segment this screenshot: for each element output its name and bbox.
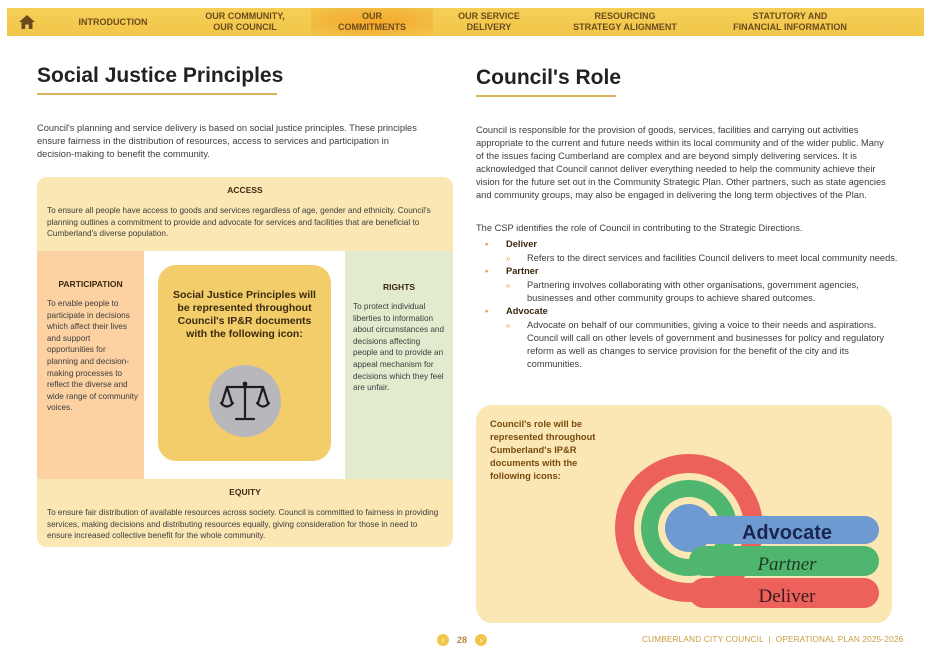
- role-icons-panel: [476, 405, 892, 623]
- participation-title: PARTICIPATION: [58, 279, 123, 289]
- deliver-label: Deliver: [758, 586, 816, 607]
- next-page-button[interactable]: [475, 634, 487, 646]
- nav-our-service-delivery[interactable]: OUR SERVICE DELIVERY: [458, 11, 520, 32]
- role-icons-graphic: [476, 405, 892, 623]
- icon-card-text: Social Justice Principles will be represented throughout Council's IP&R documents with the following icon:: [173, 289, 316, 340]
- role-deliver-desc: » Refers to the direct services and facilities Council delivers to meet local community needs.: [506, 253, 898, 263]
- access-text: To ensure all people have access to goods and services regardless of age, gender and ethnicity. Council's planning outlines a commitment to provide and advocate for services and facilities that are beneficial to Cumberland's diverse population.: [47, 206, 431, 239]
- nav-our-commitments[interactable]: OUR COMMITMENTS: [311, 8, 433, 36]
- participation-section: [37, 251, 144, 479]
- role-icons-text: Council's role will be represented throughout Cumberland's IP&R documents with the following icons:: [490, 419, 596, 481]
- role-partner-desc: » Partnering involves collaborating with other organisations, government agencies, businesses and other community groups to achieve shared outcomes.: [506, 280, 859, 303]
- rights-title: RIGHTS: [382, 282, 416, 292]
- title-underline: [476, 95, 616, 97]
- scales-icon: [209, 365, 281, 437]
- page-nav: [437, 634, 487, 646]
- nav-statutory-financial[interactable]: STATUTORY AND FINANCIAL INFORMATION: [733, 11, 847, 32]
- role-deliver: • Deliver: [485, 239, 538, 249]
- rights-section: [345, 251, 453, 479]
- roles-list: [485, 238, 905, 371]
- access-section: [37, 177, 453, 251]
- social-justice-panel: [37, 177, 453, 547]
- councils-role-intro: Council is responsible for the provision of goods, services, facilities and carrying out activities appropriate to the current and future needs within its local community and of the wider public. Many of the issues facing Cumberland are complex and are beyond simply delivering services. It is acknowledged that Council cannot deliver everything needed to help the community achieve their vision for the future set out in the Community Strategic Plan. Other partners, such as state agencies and community groups, may also be engaged in delivering the long term objectives of the Plan.: [476, 125, 886, 200]
- icon-card: [158, 265, 331, 461]
- footer-text: CUMBERLAND CITY COUNCIL | OPERATIONAL PLAN 2025-2026: [642, 635, 904, 644]
- chevron-right-icon: ›: [479, 634, 483, 645]
- top-nav: [7, 8, 924, 36]
- equity-text: To ensure fair distribution of available resources across society. Council is committed to fairness in providing services, making decisions and distributing resources equally, giving consideration for those in need to ensure increased collective benefit for the whole community.: [47, 508, 439, 541]
- role-advocate-desc: » Advocate on behalf of our communities, giving a voice to their needs and aspirations. Council will call on other levels of government and businesses for policy and regulatory reform as well as changes to service provision for the benefit of the city and its communities.: [506, 320, 885, 369]
- rights-text: To protect individual liberties to information about circumstances and decisions affecting people and to provide an appeal mechanism for decisions which they feel are unfair.: [353, 302, 445, 393]
- nav-resourcing-strategy[interactable]: RESOURCING STRATEGY ALIGNMENT: [573, 11, 677, 32]
- icon-explainer-section: [144, 251, 345, 479]
- title-underline: [37, 93, 277, 95]
- advocate-label: Advocate: [741, 522, 833, 544]
- councils-role-title: Council's Role: [476, 66, 622, 89]
- social-justice-intro: Council's planning and service delivery is based on social justice principles. These principles ensure fairness in the distribution of resources, access to services and participation in decision-making to benefit the community.: [37, 123, 417, 159]
- role-advocate: • Advocate: [485, 306, 548, 316]
- partner-label: Partner: [757, 554, 817, 575]
- role-partner: • Partner: [485, 266, 539, 276]
- nav-introduction[interactable]: INTRODUCTION: [78, 16, 148, 27]
- equity-section: [37, 479, 453, 547]
- page-number: 28: [457, 635, 468, 645]
- nav-our-community[interactable]: OUR COMMUNITY, OUR COUNCIL: [205, 11, 285, 32]
- chevron-left-icon: ‹: [441, 634, 445, 645]
- access-title: ACCESS: [227, 185, 263, 195]
- prev-page-button[interactable]: [437, 634, 449, 646]
- csp-text: The CSP identifies the role of Council in contributing to the Strategic Directions.: [476, 223, 803, 233]
- social-justice-title: Social Justice Principles: [37, 64, 284, 87]
- home-icon: [19, 15, 35, 29]
- participation-text: To enable people to participate in decisions which affect their lives and support opportunities for planning and decision-making processes to reflect the diverse and wide range of community voices.: [47, 299, 139, 413]
- equity-title: EQUITY: [229, 487, 261, 497]
- home-button[interactable]: [7, 8, 47, 36]
